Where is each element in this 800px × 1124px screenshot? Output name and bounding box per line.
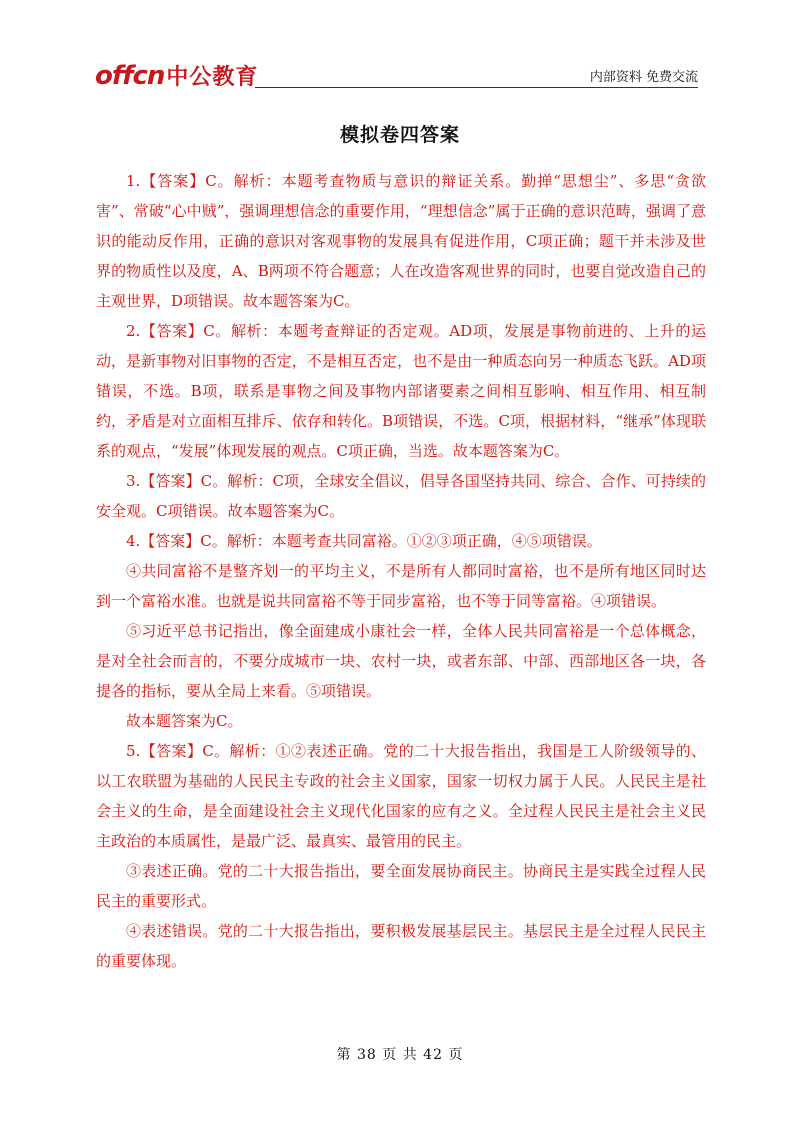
answer-content bbox=[96, 166, 706, 976]
answer-paragraph: ③表述正确。党的二十大报告指出，要全面发展协商民主。协商民主是实践全过程人民民主的重要形式。 bbox=[96, 862, 706, 910]
page-title: 模拟卷四答案 bbox=[339, 124, 460, 146]
page-header bbox=[95, 60, 698, 91]
header-rule bbox=[255, 87, 698, 88]
logo-chinese: 中公教育 bbox=[166, 65, 259, 90]
page-number: 第 38 页 共 42 页 bbox=[336, 1047, 464, 1063]
answer-paragraph: 5.【答案】C。解析：①②表述正确。党的二十大报告指出，我国是工人阶级领导的、以工农联盟为基础的人民民主专政的社会主义国家，国家一切权力属于人民。人民民主是社会主义的生命，是全面建设社会主义现代化国家的应有之义。全过程人民民主是社会主义民主政治的本质属性，是最广泛、最真实、最管用的民主。 bbox=[96, 742, 706, 850]
answer-paragraph: 故本题答案为C。 bbox=[126, 712, 243, 730]
answer-paragraph: ④表述错误。党的二十大报告指出，要积极发展基层民主。基层民主是全过程人民民主的重要体现。 bbox=[96, 922, 706, 970]
answer-paragraph: ⑤习近平总书记指出，像全面建成小康社会一样，全体人民共同富裕是一个总体概念，是对全社会而言的，不要分成城市一块、农村一块，或者东部、中部、西部地区各一块，各提各的指标，要从全局上来看。⑤项错误。 bbox=[96, 622, 706, 700]
offcn-logo bbox=[95, 60, 258, 91]
header-note: 内部资料 免费交流 bbox=[589, 70, 698, 85]
logo-latin: offcn bbox=[95, 61, 165, 91]
answer-paragraph: 3.【答案】C。解析：C项，全球安全倡议，倡导各国坚持共同、综合、合作、可持续的安全观。C项错误。故本题答案为C。 bbox=[96, 472, 706, 520]
answer-paragraph: 1.【答案】C。解析：本题考查物质与意识的辩证关系。勤掸“思想尘”、多思“贪欲害”、常破“心中贼”，强调理想信念的重要作用，“理想信念”属于正确的意识范畴，强调了意识的能动反作用，正确的意识对客观事物的发展具有促进作用，C项正确；题干并未涉及世界的物质性以及度，A、B两项不符合题意；人在改造客观世界的同时，也要自觉改造自己的主观世界，D项错误。故本题答案为C。 bbox=[96, 172, 706, 310]
answer-paragraph: 4.【答案】C。解析：本题考查共同富裕。①②③项正确，④⑤项错误。 bbox=[126, 532, 602, 550]
answer-paragraph: ④共同富裕不是整齐划一的平均主义，不是所有人都同时富裕，也不是所有地区同时达到一个富裕水准。也就是说共同富裕不等于同步富裕，也不等于同等富裕。④项错误。 bbox=[96, 562, 706, 610]
answer-paragraph: 2.【答案】C。解析：本题考查辩证的否定观。AD项，发展是事物前进的、上升的运动，是新事物对旧事物的否定，不是相互否定，也不是由一种质态向另一种质态飞跃。AD项错误，不选。B项，联系是事物之间及事物内部诸要素之间相互影响、相互作用、相互制约，矛盾是对立面相互排斥、依存和转化。B项错误，不选。C项，根据材料，“继承”体现联系的观点，“发展”体现发展的观点。C项正确，当选。故本题答案为C。 bbox=[96, 322, 706, 460]
